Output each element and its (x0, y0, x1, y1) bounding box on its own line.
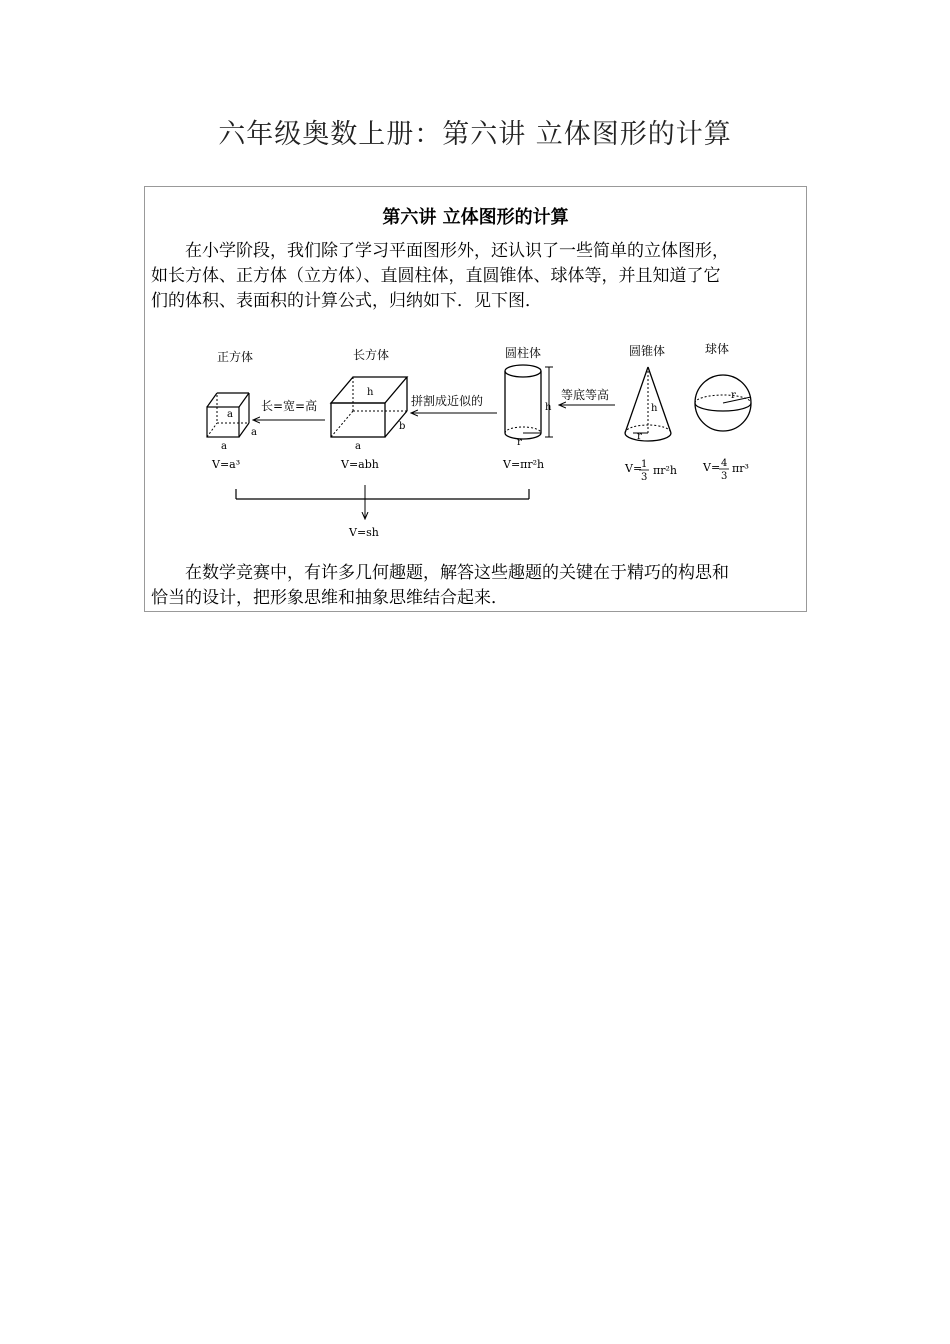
sphere-formula (702, 458, 749, 482)
sphere-figure (695, 341, 751, 482)
cuboid-figure (331, 347, 407, 471)
svg-text:V=: V= (703, 461, 721, 474)
cone-figure (624, 343, 677, 483)
cuboid-height-label: h (367, 387, 374, 398)
svg-text:V=: V= (625, 462, 643, 475)
cuboid-length-label: a (355, 441, 361, 452)
cube-figure (207, 349, 257, 471)
cuboid-name: 长方体 (353, 348, 390, 362)
cube-name: 正方体 (217, 350, 254, 364)
cuboid-formula: V=abh (341, 458, 379, 471)
page-title: 六年级奥数上册：第六讲 立体图形的计算 (218, 119, 732, 150)
svg-text:1: 1 (641, 459, 648, 470)
cylinder-figure (502, 345, 553, 471)
cube-edge-label-front: a (227, 409, 233, 420)
cone-name: 圆锥体 (629, 344, 666, 358)
cuboid-width-label: b (399, 421, 406, 432)
sphere-radius-label: r (731, 390, 736, 401)
cylinder-formula: V=πr²h (503, 458, 545, 471)
cube-formula: V=a³ (212, 458, 241, 471)
unified-formula: V=sh (349, 526, 379, 539)
unified-volume-bracket (236, 485, 529, 539)
intro-line-3: 们的体积、表面积的计算公式，归纳如下．见下图． (151, 291, 542, 311)
arrow-label-equal-edges: 长=宽=高 (261, 399, 318, 413)
closing-paragraph (151, 561, 803, 611)
intro-line-2: 如长方体、正方体（立方体）、直圆柱体，直圆锥体、球体等，并且知道了它 (151, 266, 721, 286)
svg-text:πr³: πr³ (732, 462, 749, 475)
closing-line-2: 恰当的设计，把形象思维和抽象思维结合起来． (151, 588, 508, 608)
solids-diagram (145, 187, 807, 612)
arrow-label-approximation: 拼割成近似的 (411, 394, 484, 408)
cylinder-height-label: h (545, 402, 552, 413)
svg-text:πr²h: πr²h (653, 464, 677, 477)
cone-formula (624, 459, 677, 483)
cube-edge-label-bottom: a (221, 441, 227, 452)
cylinder-radius-label: r (517, 437, 522, 448)
arrow-cone-to-cylinder (559, 387, 615, 405)
cone-radius-label: r (637, 431, 642, 442)
cone-height-label: h (651, 403, 658, 414)
cuboid-front-face (331, 403, 385, 437)
cylinder-name: 圆柱体 (505, 346, 542, 360)
lesson-figure (144, 186, 807, 612)
svg-text:4: 4 (721, 458, 728, 469)
svg-text:3: 3 (641, 472, 648, 483)
arrow-cylinder-to-cuboid (411, 393, 497, 413)
figure-title: 第六讲 立体图形的计算 (382, 207, 569, 228)
intro-line-1: 在小学阶段，我们除了学习平面图形外，还认识了一些简单的立体图形， (185, 241, 729, 261)
arrow-label-same-base-height: 等底等高 (561, 388, 610, 402)
cube-front-face (207, 407, 239, 437)
svg-text:3: 3 (721, 471, 728, 482)
cube-edge-label-side: a (251, 427, 257, 438)
sphere-name: 球体 (705, 342, 730, 356)
cube-back-face (217, 393, 249, 423)
arrow-cuboid-to-cube (253, 398, 325, 420)
closing-line-1: 在数学竞赛中，有许多几何趣题，解答这些趣题的关键在于精巧的构思和 (185, 563, 729, 583)
